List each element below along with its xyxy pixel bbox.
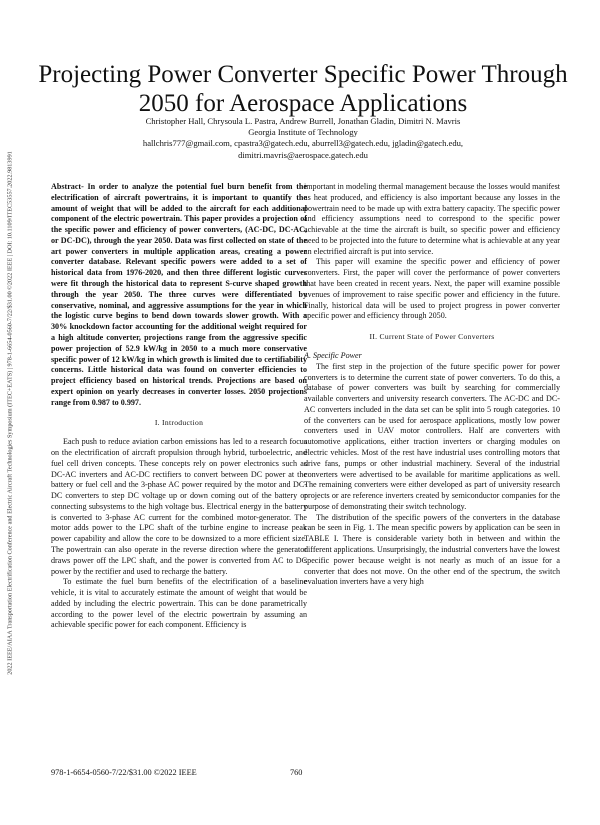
author-emails: hallchris777@gmail.com, cpastra3@gatech.edu, aburrell3@gatech.edu, jgladin@gatech.edu, xyxy=(142,138,464,149)
section-heading-current-state: II. Current State of Power Converters xyxy=(369,332,495,342)
intro-paragraph-2: To estimate the fuel burn benefits of the electrification of a baseline vehicle, it is vital to accurately estimate the amount of weight that would be added by including the electric powertrain. This can be done parametrically according to the power level of the electric powertrain by assuming an achievable specific power for each component. Efficiency is xyxy=(51,577,307,630)
abstract: Abstract- In order to analyze the potential fuel burn benefit from the electrification of aircraft powertrains, it is important to quantify the amount of weight that will be added to the aircraft for each additional component of the electric powertrain. This paper provides a projection of the specific power and efficiency of power converters, (AC-DC, DC-AC, or DC-DC), through the year 2050. Data was first collected on state of the art power converters in multiple application areas, creating a power converter database. Relevant specific powers were added to a set of historical data from 1976-2020, and then three different logistic curves were fit through the historical data to represent S-curve shaped growth through the year 2050. The three curves were differentiated by conservative, nominal, and aggressive assumptions for the year in which the logistic curve begins to bend down towards slower growth. With a 30% knockdown factor accounting for the additional weight required for a high altitude converter, projections range from the aggressive specific power projection of 52.9 kW/kg in 2050 to a much more conservative specific power of 12 kW/kg in which growth is limited due to certifiability concerns. Little historical data was found on converter efficiencies to project efficiency based on historical trends. Projections are based on expert opinion on yearly decreases in converter losses. 2050 projections range from 0.987 to 0.997. xyxy=(51,182,307,407)
doi-banner-text: 2022 IEEE/AIAA Transportation Electrification Conference and Electric Aircraft Technologies Symposium (ITEC+EATS) | 978-1-6654-0560-7/22/$31.00 ©2022 IEEE | DOI: 10.1109/ITEC53557.2022.9813991 xyxy=(6,150,14,675)
paragraph-database: The first step in the projection of the future specific power for power converters is to determine the current state of power converters. To do this, a database of power converters was built by searching for commercially available converters and university research converters. The AC-DC and DC-AC converters included in the data set can be split into 5 rough categories. 10 of the converters can be used for aerospace applications, mostly low power converters used in UAV motor controllers. Half are converters with automotive applications, either traction inverters or charging modules on electric vehicles. Most of the rest have industrial uses controlling motors that drive fans, pumps or other industrial machinery. Several of the industrial converters were advertised to be available for maritime applications as well. The remaining converters were either developed as part of university research projects or are reference inverters created by semiconductor companies for the purpose of demonstrating their switch technology. xyxy=(304,361,560,511)
footer-copyright: 978-1-6654-0560-7/22/$31.00 ©2022 IEEE xyxy=(51,768,197,777)
side-banner xyxy=(0,0,20,825)
left-column xyxy=(51,182,307,631)
section-heading-introduction: I. Introduction xyxy=(154,418,204,428)
author-names: Christopher Hall, Chrysoula L. Pastra, Andrew Burrell, Jonathan Gladin, Dimitri N. Mavris xyxy=(145,116,461,126)
paragraph-distribution: The distribution of the specific powers of the converters in the database can be seen in Fig. 1. The mean specific powers by application can be seen in TABLE I. There is considerable variety both in between and within the different applications. Unsurprisingly, the industrial converters have the lowest specific power because weight is not nearly as much of an issue for a converter that does not move. On the other end of the spectrum, the switch evaluation inverters have a very high xyxy=(304,512,560,587)
paragraph-outline: This paper will examine the specific power and efficiency of power converters. First, the paper will cover the performance of power converters that have been created in recent years. Next, the paper will examine possible avenues of improvement to raise specific power and efficiency in the future. Finally, historical data will be used to project progress in power converter specific power and efficiency through 2050. xyxy=(304,257,560,321)
page-number: 760 xyxy=(290,768,303,777)
paragraph-continued: important in modeling thermal management because the losses would manifest as heat produced, and efficiency is also important because any losses in the powertrain need to be made up with extra battery capacity. The specific power and efficiency assumptions need to correspond to the specific power achievable at the time the aircraft is built, so specific power and efficiency need to be projected into the future to determine what is achievable at any year an electrified aircraft is put into service. xyxy=(304,182,560,256)
right-column xyxy=(304,182,560,588)
author-emails-2: dimitri.mavris@aerospace.gatech.edu xyxy=(238,149,368,160)
paper-title: Projecting Power Converter Specific Power Through 2050 for Aerospace Applications xyxy=(38,61,568,117)
affiliation: Georgia Institute of Technology xyxy=(248,127,358,138)
subsection-heading-specific-power: A. Specific Power xyxy=(304,350,362,360)
intro-paragraph-1: Each push to reduce aviation carbon emissions has led to a research focus on the electrification of aircraft propulsion through hybrid, turboelectric, and fuel cell driven concepts. These concepts rely on power electronics such as DC-AC inverters and AC-DC rectifiers to convert between DC power at the battery or fuel cell and the 3-phase AC power required by the motor and DC-DC converters to step DC voltage up or down coming out of the battery or connecting subsystems to the high voltage bus. Electrical energy in the battery is converted to 3-phase AC current for the combined motor-generator. The motor adds power to the LPC shaft of the turbine engine to increase peak power capability and allow the core to be downsized to a more efficient size. The powertrain can also operate in the reverse direction where the generator draws power off the LPC shaft, and the power is converted from AC to DC power by the rectifier and used to recharge the battery. xyxy=(51,437,307,576)
author-block xyxy=(60,116,546,161)
